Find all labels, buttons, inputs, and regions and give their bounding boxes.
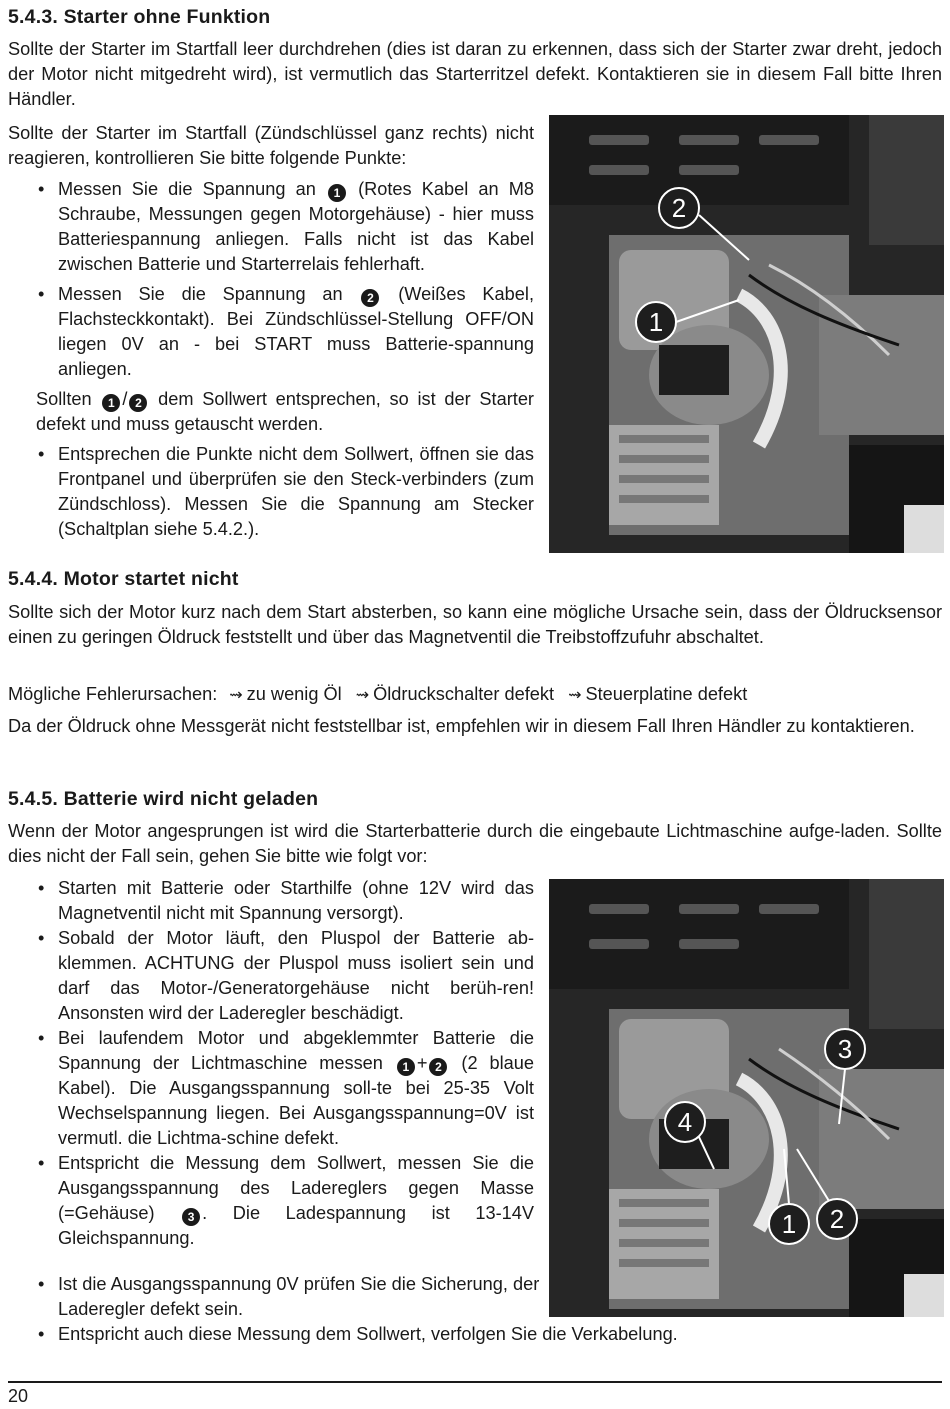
marker-3-icon: 3 — [182, 1208, 200, 1226]
motor-outro: Da der Öldruck ohne Messgerät nicht feststellbar ist, empfehlen wir in diesem Fall Ihren Händler zu kontaktieren. — [8, 716, 915, 736]
starter-intro: Sollte der Starter im Startfall leer durchdrehen (dies ist daran zu erkennen, dass sich der Starter zwar dreht, jedoch der Motor nicht mitgedreht wird), ist vermutlich das Starterritzel defekt. Kontaktieren sie in diesem Fall bitte Ihren Händler. — [8, 39, 942, 109]
bullet-icon: • — [38, 1274, 45, 1294]
charging-engine-photo — [549, 879, 944, 1317]
battery-intro: Wenn der Motor angesprungen ist wird die Starterbatterie durch die eingebaute Lichtmaschine aufge-laden. Sollte dies nicht der Fall sein, gehen Sie bitte wie folgt vor: — [8, 821, 942, 866]
arrow-right-icon: ⇝ — [355, 685, 370, 704]
arrow-right-icon: ⇝ — [568, 685, 582, 704]
marker-2-icon: 2 — [429, 1058, 447, 1076]
list-item: • Entspricht auch diese Messung dem Sollwert, verfolgen Sie die Verkabelung. — [8, 1322, 942, 1347]
section-title-motor: 5.4.4. Motor startet nicht — [8, 568, 239, 590]
bullet-icon: • — [38, 878, 45, 898]
section-title-battery: 5.4.5. Batterie wird nicht geladen — [8, 788, 319, 810]
list-item: • Entsprechen die Punkte nicht dem Sollwert, öffnen sie das Frontpanel und überprüfen sie den Steck-verbinders (zum Zündschloss). Messen Sie die Spannung am Stecker (Schaltplan siehe 5.4.2.). — [38, 444, 534, 539]
marker-1-icon: 1 — [102, 394, 120, 412]
photo-callout-3: 3 — [837, 1034, 853, 1064]
marker-2-icon: 2 — [361, 289, 379, 307]
list-item: • Messen Sie die Spannung an 1 (Rotes Kabel an M8 Schraube, Messungen gegen Motorgehäuse) - hier muss Batteriespannung anliegen. Falls nicht ist das Kabel zwischen Batterie und Starterrelais fehlerhaft. — [38, 179, 534, 274]
list-item: • Bei laufendem Motor und abgeklemmter Batterie die Spannung der Lichtmaschine messen 1 + 2 (2 blaue Kabel). Die Ausgangsspannung soll-te bei 25-35 Volt Wechselspannung liegen. Bei Ausgangsspannung=0V ist vermutl. die Lichtma-schine defekt. — [38, 1028, 534, 1148]
photo-callout-1: 1 — [781, 1209, 797, 1239]
cause-item: Steuerplatine defekt — [585, 684, 748, 704]
marker-2-icon: 2 — [129, 394, 147, 412]
photo-callout-4: 4 — [677, 1107, 693, 1137]
bullet-icon: • — [38, 179, 45, 199]
list-item: • Starten mit Batterie oder Starthilfe (ohne 12V wird das Magnetventil nicht mit Spannung versorgt). — [38, 878, 534, 923]
photo-callout-1: 1 — [648, 307, 664, 337]
list-item: • Entspricht die Messung dem Sollwert, messen Sie die Ausgangsspannung des Ladereglers gegen Masse (=Gehäuse) 3 . Die Ladespannung ist 13-14V Gleichspannung. — [38, 1153, 534, 1248]
bullet-icon: • — [38, 1028, 45, 1048]
battery-last-bullet — [8, 1322, 942, 1347]
marker-1-icon: 1 — [397, 1058, 415, 1076]
arrow-right-icon: ⇝ — [229, 685, 243, 704]
motor-causes: Mögliche Fehlerursachen: ⇝ zu wenig Öl ⇝ Öldruckschalter defekt ⇝ Steuerplatine defekt — [8, 684, 748, 704]
photo-callout-2: 2 — [829, 1204, 845, 1234]
bullet-icon: • — [38, 1153, 45, 1173]
bullet-icon: • — [38, 928, 45, 948]
cause-item: Öldruckschalter defekt — [373, 684, 555, 704]
list-item: • Ist die Ausgangsspannung 0V prüfen Sie die Sicherung, der Laderegler defekt sein. — [38, 1274, 540, 1319]
footer-divider — [8, 1381, 942, 1383]
list-item: • Messen Sie die Spannung an 2 (Weißes Kabel, Flachsteckkontakt). Bei Zündschlüssel-Stellung OFF/ON liegen 0V an - bei START muss Batterie-spannung anliegen. — [38, 284, 534, 379]
photo-callout-2: 2 — [671, 193, 687, 223]
list-item: • Sobald der Motor läuft, den Pluspol der Batterie ab-klemmen. ACHTUNG der Pluspol muss isoliert sein und darf das Motor-/Generatorgehäuse nicht berüh-ren! Ansonsten wird der Laderegler beschädigt. — [38, 928, 534, 1023]
cause-item: zu wenig Öl — [246, 684, 342, 704]
bullet-icon: • — [38, 444, 45, 464]
motor-intro: Sollte sich der Motor kurz nach dem Start absterben, so kann eine mögliche Ursache sein, dass der Öldrucksensor einen zu geringen Öldruck feststellt und über das Magnetventil die Treibstoffzufuhr abschaltet. — [8, 602, 942, 647]
starter-engine-photo — [549, 115, 944, 553]
bullet-icon: • — [38, 284, 45, 304]
section-title-starter: 5.4.3. Starter ohne Funktion — [8, 6, 271, 28]
starter-para2: Sollte der Starter im Startfall (Zündschlüssel ganz rechts) nicht reagieren, kontrollieren Sie bitte folgende Punkte: — [8, 123, 534, 168]
starter-checklist — [8, 121, 534, 547]
page-number: 20 — [8, 1386, 29, 1406]
battery-checklist — [8, 876, 534, 1251]
starter-sollten: Sollten 1 / 2 dem Sollwert entsprechen, so ist der Starter defekt und muss getauscht werden. — [36, 389, 534, 434]
starter-bullets — [8, 177, 534, 382]
marker-1-icon: 1 — [328, 184, 346, 202]
bullet-icon: • — [38, 1324, 45, 1344]
battery-bullet-clipped — [8, 1272, 548, 1322]
